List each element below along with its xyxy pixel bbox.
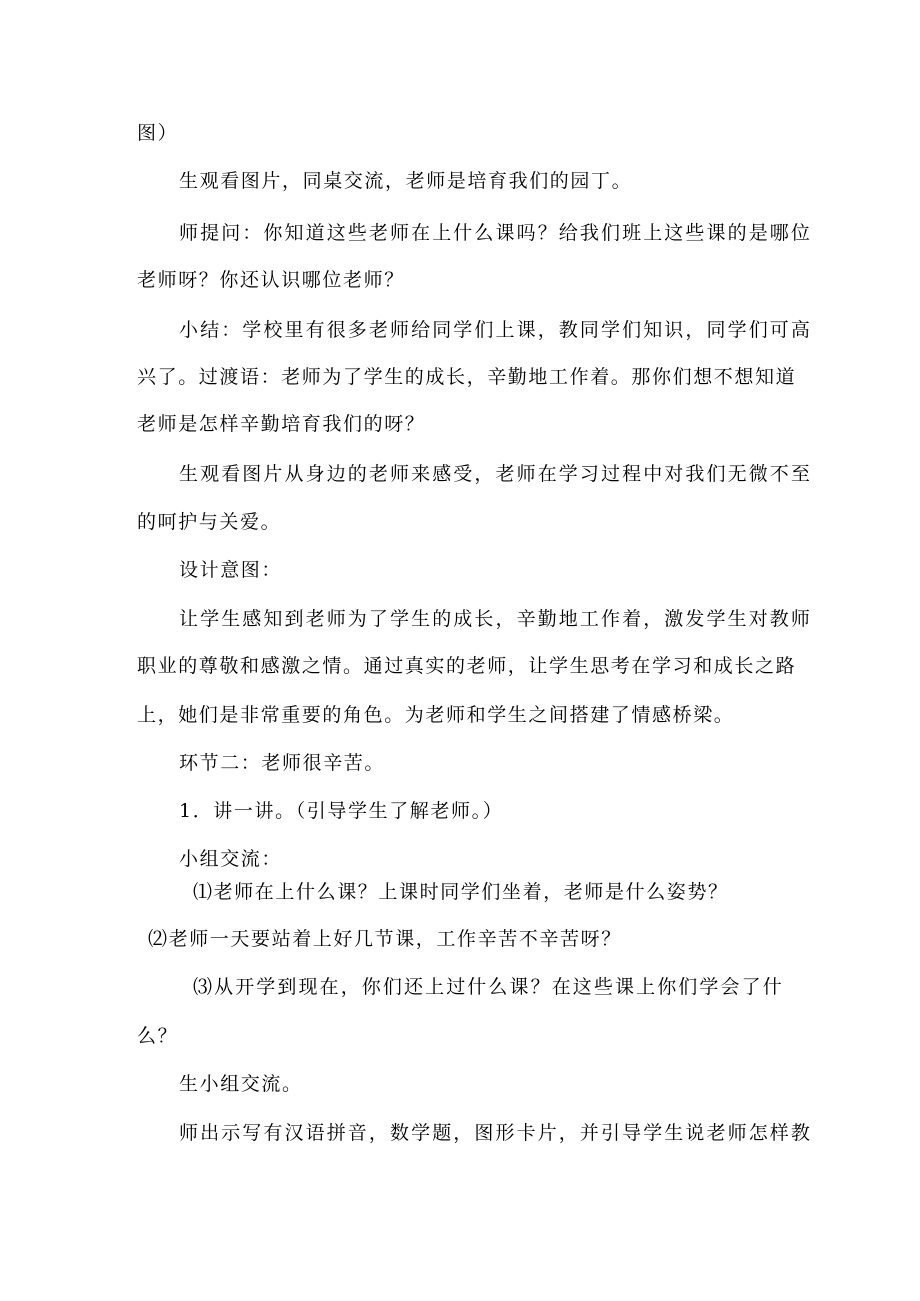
text-line: 生观看图片，同桌交流，老师是培育我们的园丁。 bbox=[179, 170, 633, 192]
text-line: 生小组交流。 bbox=[179, 1073, 303, 1095]
list-item: 1．讲一讲。（引导学生了解老师。） bbox=[179, 800, 504, 822]
text-line: 上，她们是非常重要的角色。为老师和学生之间搭建了情感桥梁。 bbox=[137, 704, 735, 726]
text-line: 让学生感知到老师为了学生的成长，辛勤地工作着，激发学生对教师 bbox=[179, 608, 813, 630]
text-line: 老师呀？你还认识哪位老师？ bbox=[137, 269, 405, 291]
text-line: 职业的尊敬和感激之情。通过真实的老师，让学生思考在学习和成长之路 bbox=[137, 655, 797, 677]
text-line: 小结：学校里有很多老师给同学们上课，教同学们知识，同学们可高 bbox=[179, 319, 813, 341]
text-line: 小组交流： bbox=[179, 848, 283, 870]
text-line: 的呵护与关爱。 bbox=[137, 511, 282, 533]
text-line: 老师是怎样辛勤培育我们的呀？ bbox=[137, 413, 426, 435]
list-item: ⑵老师一天要站着上好几节课，工作辛苦不辛苦呀？ bbox=[148, 928, 622, 950]
list-item: ⑶从开学到现在，你们还上过什么课？在这些课上你们学会了什 bbox=[193, 976, 784, 998]
section-heading: 设计意图： bbox=[179, 559, 283, 581]
text-line: 师提问：你知道这些老师在上什么课吗？给我们班上这些课的是哪位 bbox=[179, 222, 813, 244]
text-line: 图） bbox=[137, 122, 179, 144]
text-line: 么？ bbox=[137, 1025, 179, 1047]
section-heading: 环节二：老师很辛苦。 bbox=[179, 752, 386, 774]
text-line: 生观看图片从身边的老师来感受，老师在学习过程中对我们无微不至 bbox=[179, 463, 813, 485]
text-line: 师出示写有汉语拼音，数学题，图形卡片，并引导学生说老师怎样教 bbox=[179, 1122, 813, 1144]
list-item: ⑴老师在上什么课？上课时同学们坐着，老师是什么姿势？ bbox=[193, 881, 729, 903]
text-line: 兴了。过渡语：老师为了学生的成长，辛勤地工作着。那你们想不想知道 bbox=[137, 366, 797, 388]
